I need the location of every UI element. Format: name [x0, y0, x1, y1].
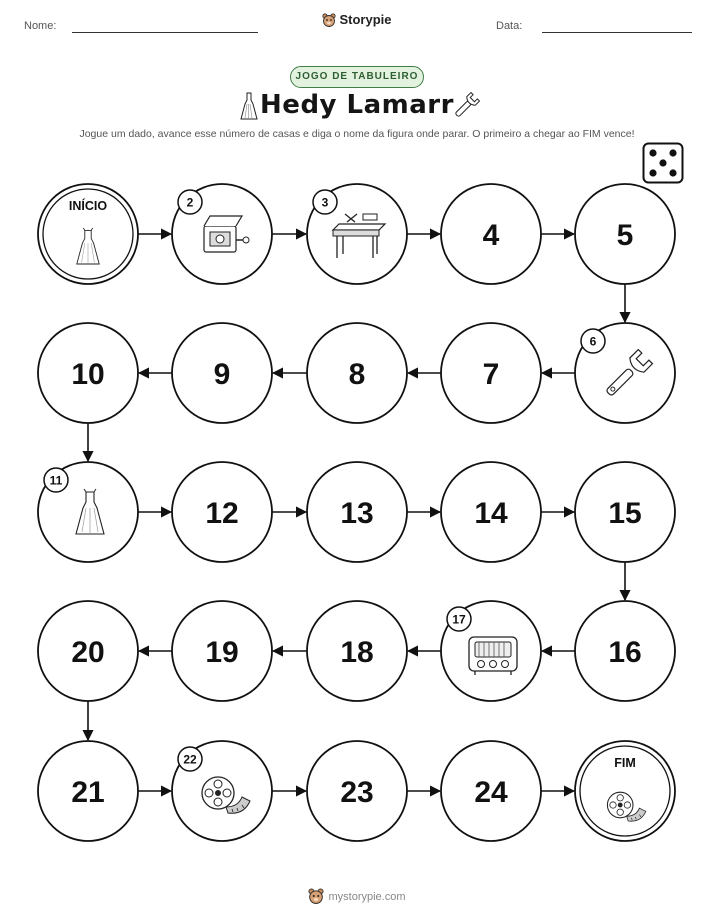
- space-number: 12: [205, 497, 239, 530]
- space-number: 21: [71, 776, 105, 809]
- board-space-13[interactable]: [307, 462, 407, 562]
- board-space-22[interactable]: [172, 741, 272, 841]
- finish-label: FIM: [614, 756, 636, 770]
- space-number: 5: [616, 219, 634, 252]
- space-number: 22: [183, 752, 197, 767]
- board-space-3[interactable]: [307, 184, 407, 284]
- board-space-11[interactable]: [38, 462, 138, 562]
- space-number: 24: [474, 776, 508, 809]
- space-number: 19: [205, 636, 239, 669]
- space-number: 14: [474, 497, 508, 530]
- space-number: 13: [340, 497, 374, 530]
- space-number: 10: [71, 358, 105, 391]
- board-space-2[interactable]: [172, 184, 272, 284]
- name-label: Nome:: [24, 20, 57, 32]
- game-type-badge: JOGO DE TABULEIRO: [290, 66, 424, 88]
- space-number: 18: [340, 636, 374, 669]
- board-space-21[interactable]: [38, 741, 138, 841]
- space-number: 15: [608, 497, 642, 530]
- space-number: 23: [340, 776, 374, 809]
- brand-name: Storypie: [339, 12, 392, 27]
- date-label: Data:: [496, 20, 523, 32]
- board-space-12[interactable]: [172, 462, 272, 562]
- board-space-16[interactable]: [575, 601, 675, 701]
- space-number: 8: [348, 358, 366, 391]
- footer-url[interactable]: mystorypie.com: [328, 891, 406, 903]
- board-space-10[interactable]: [38, 323, 138, 423]
- space-number: 3: [321, 195, 329, 210]
- space-number: 20: [71, 636, 105, 669]
- board-space-18[interactable]: [307, 601, 407, 701]
- footer: [0, 888, 714, 907]
- space-number: 16: [608, 636, 642, 669]
- board-space-23[interactable]: [307, 741, 407, 841]
- board-space-1[interactable]: [38, 184, 138, 284]
- board-space-7[interactable]: [441, 323, 541, 423]
- start-label: INÍCIO: [68, 199, 108, 213]
- space-number: 17: [452, 612, 466, 627]
- board-space-20[interactable]: [38, 601, 138, 701]
- page-title: Hedy Lamarr: [260, 90, 454, 120]
- board-space-19[interactable]: [172, 601, 272, 701]
- board-space-6[interactable]: [575, 323, 675, 423]
- radio-icon: [469, 637, 517, 675]
- bear-icon: [308, 888, 324, 907]
- space-number: 11: [49, 473, 63, 488]
- board-space-5[interactable]: [575, 184, 675, 284]
- board-space-17[interactable]: [441, 601, 541, 701]
- board-space-15[interactable]: [575, 462, 675, 562]
- space-number: 2: [186, 195, 194, 210]
- space-number: 4: [482, 219, 500, 252]
- board-space-14[interactable]: [441, 462, 541, 562]
- space-number: 6: [589, 334, 597, 349]
- board-space-8[interactable]: [307, 323, 407, 423]
- board-space-24[interactable]: [441, 741, 541, 841]
- board-space-9[interactable]: [172, 323, 272, 423]
- space-number: 9: [213, 358, 231, 391]
- board-space-25[interactable]: [575, 741, 675, 841]
- board-space-4[interactable]: [441, 184, 541, 284]
- instructions: Jogue um dado, avance esse número de casas e diga o nome da figura onde parar. O primeiro a chegar ao FIM vence!: [79, 128, 635, 140]
- space-number: 7: [482, 358, 500, 391]
